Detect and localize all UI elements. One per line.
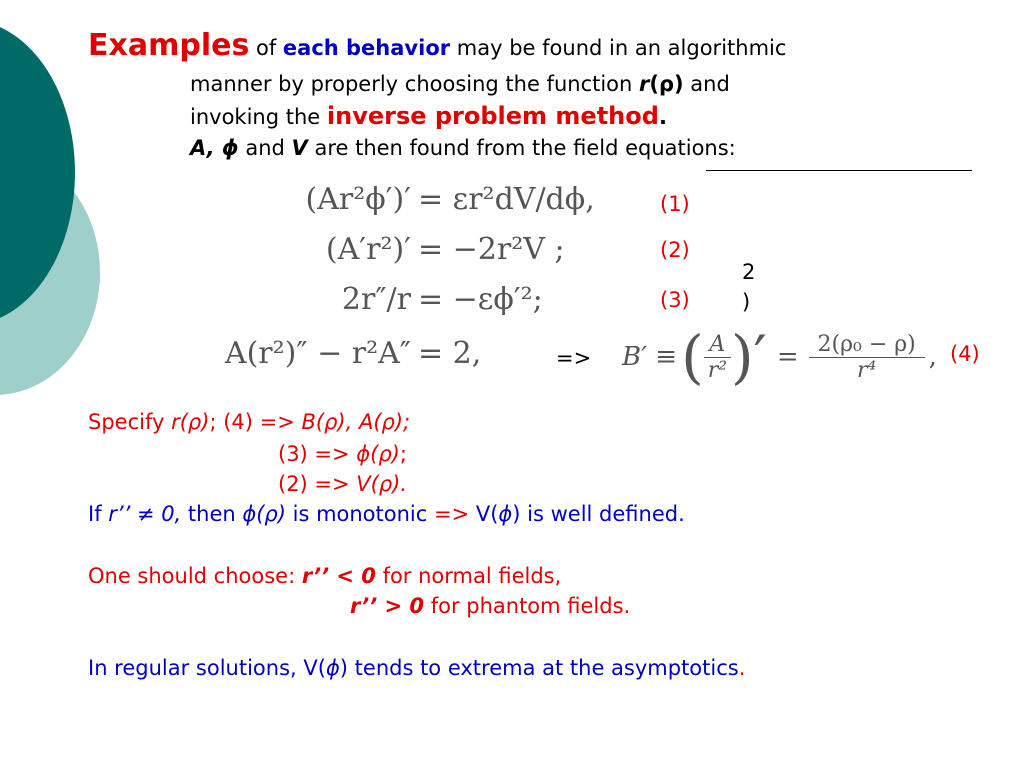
intro-text: of bbox=[249, 36, 283, 60]
stray-paren: ) bbox=[742, 290, 751, 314]
eq4-fraction-1 bbox=[704, 332, 731, 383]
eq3-rhs: = −εϕ′²; bbox=[418, 282, 543, 317]
eq4 bbox=[622, 322, 937, 392]
eq3-number: (3) bbox=[660, 288, 690, 312]
if-text: V( bbox=[469, 502, 499, 526]
eq-const-lhs: A(r²)″ − r²A″ bbox=[224, 336, 411, 371]
specify-text: (3) => bbox=[278, 442, 357, 466]
underline-divider bbox=[706, 170, 972, 171]
regular-text: In regular solutions, V( bbox=[88, 656, 326, 680]
choose-phantom-condition: r’’ > 0 bbox=[350, 594, 425, 618]
choose-normal-condition: r’’ < 0 bbox=[301, 564, 376, 588]
choose-text: One should choose: bbox=[88, 564, 302, 588]
eq4-right-paren: )′ bbox=[731, 323, 767, 391]
specify-r-rho: r(ρ) bbox=[171, 410, 210, 434]
intro-text: manner by properly choosing the function bbox=[190, 72, 640, 96]
choose-line-2 bbox=[350, 590, 630, 622]
intro-text: . bbox=[658, 105, 667, 129]
intro-text: and bbox=[238, 136, 292, 160]
intro-text: invoking the bbox=[190, 105, 327, 129]
eq2-rhs: = −2r²V ; bbox=[418, 232, 565, 267]
implies-arrow: => bbox=[556, 346, 592, 370]
eq4-equals: = bbox=[776, 342, 799, 372]
if-phi: ϕ bbox=[498, 502, 513, 526]
function-r: r bbox=[639, 72, 650, 96]
eq4-lhs: B′ ≡ bbox=[622, 342, 678, 372]
if-condition: r’’ ≠ 0, bbox=[108, 502, 182, 526]
intro-text: and bbox=[683, 72, 730, 96]
eq1-number: (1) bbox=[660, 192, 690, 216]
eq4-left-paren: ( bbox=[681, 323, 704, 391]
intro-text: are then found from the field equations: bbox=[307, 136, 736, 160]
eq1-rhs: = εr²dV/dϕ, bbox=[418, 182, 595, 217]
variable-v: V bbox=[291, 136, 308, 160]
intro-line-2 bbox=[190, 68, 730, 100]
if-text: then bbox=[181, 502, 243, 526]
choose-line-1 bbox=[88, 560, 561, 592]
specify-phi-rho: ϕ(ρ) bbox=[356, 442, 400, 466]
specify-line-1 bbox=[88, 406, 410, 438]
inverse-problem-method-text: inverse problem method bbox=[326, 102, 659, 130]
choose-text: for normal fields, bbox=[375, 564, 562, 588]
specify-line-3 bbox=[278, 468, 407, 500]
specify-text: Specify bbox=[88, 410, 172, 434]
specify-line-2 bbox=[278, 438, 407, 470]
regular-solutions-line bbox=[88, 652, 745, 684]
eq4-frac2-numerator: 2(ρ₀ − ρ) bbox=[817, 331, 916, 357]
eq4-frac1-numerator: A bbox=[709, 331, 726, 357]
eq-const-rhs: = 2, bbox=[418, 336, 482, 371]
regular-phi: ϕ bbox=[325, 656, 340, 680]
intro-line-3 bbox=[190, 100, 667, 133]
eq1-lhs: (Ar²ϕ′)′ bbox=[305, 182, 411, 217]
if-line bbox=[88, 498, 685, 530]
if-text: is monotonic bbox=[285, 502, 434, 526]
specify-text: (2) => bbox=[278, 472, 357, 496]
specify-text: ; bbox=[399, 442, 407, 466]
if-phi-rho: ϕ(ρ) bbox=[242, 502, 286, 526]
eq4-frac1-denominator: r² bbox=[704, 357, 731, 383]
intro-line-1 bbox=[88, 30, 786, 64]
intro-text: may be found in an algorithmic bbox=[450, 36, 787, 60]
stray-two: 2 bbox=[742, 260, 756, 284]
eq2-lhs: (A′r²)′ bbox=[325, 232, 411, 267]
examples-heading: Examples bbox=[88, 28, 250, 63]
each-behavior-text: each behavior bbox=[282, 36, 451, 60]
eq2-number: (2) bbox=[660, 238, 690, 262]
choose-text: for phantom fields. bbox=[424, 594, 631, 618]
eq4-number: (4) bbox=[950, 342, 980, 366]
specify-v-rho: V(ρ). bbox=[356, 472, 408, 496]
if-arrow: => bbox=[433, 502, 470, 526]
regular-period: . bbox=[738, 656, 746, 680]
intro-line-4 bbox=[190, 132, 736, 164]
if-text: If bbox=[88, 502, 109, 526]
eq4-frac2-denominator: r⁴ bbox=[809, 357, 925, 383]
eq4-comma: , bbox=[928, 342, 937, 372]
eq4-fraction-2 bbox=[809, 332, 925, 383]
if-text: ) is well defined. bbox=[512, 502, 685, 526]
specify-b-a: B(ρ), A(ρ); bbox=[301, 410, 411, 434]
specify-text: ; (4) => bbox=[209, 410, 302, 434]
eq3-lhs: 2r″/r bbox=[341, 282, 411, 317]
regular-text: ) tends to extrema at the asymptotics bbox=[339, 656, 739, 680]
variables-a-phi: A, ϕ bbox=[190, 136, 239, 160]
function-rho: (ρ) bbox=[649, 72, 684, 96]
